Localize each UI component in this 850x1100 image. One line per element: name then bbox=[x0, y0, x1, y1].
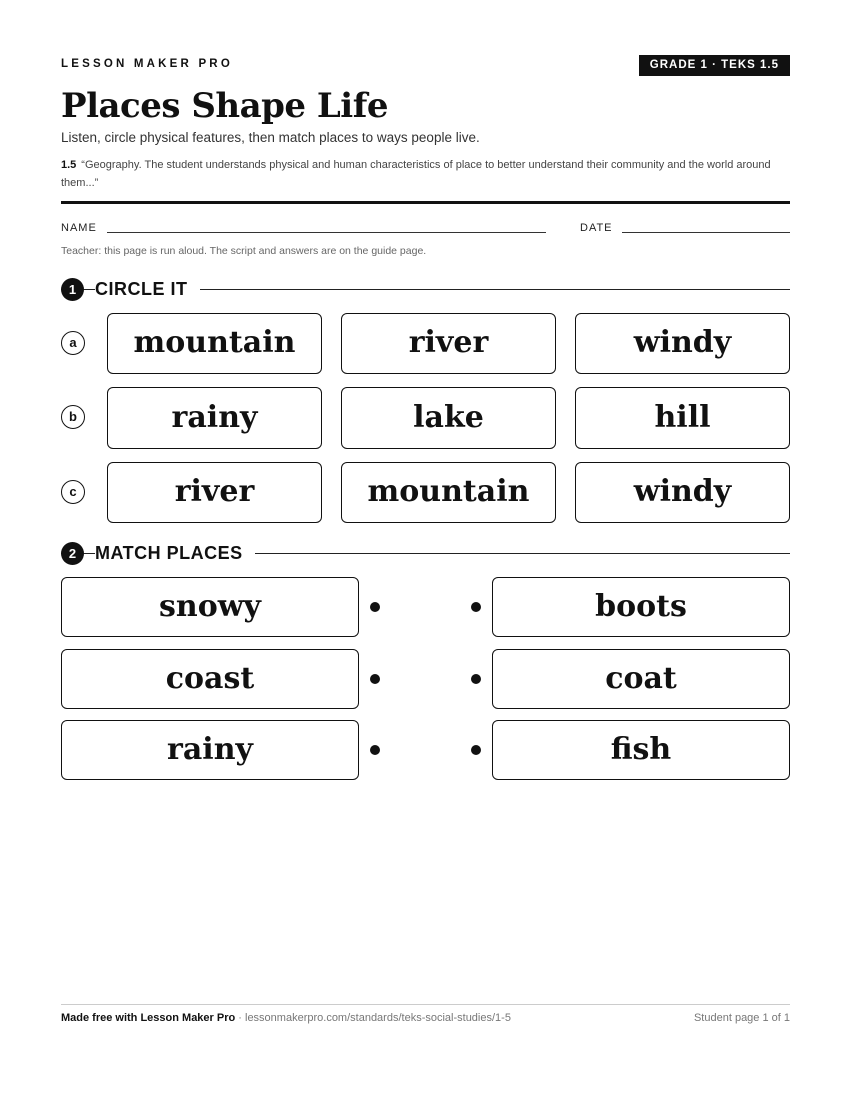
word-card[interactable]: windy bbox=[575, 313, 790, 374]
match-right-card[interactable]: coat bbox=[492, 649, 790, 709]
match-dot-left[interactable] bbox=[370, 602, 380, 612]
brand-name: LESSON MAKER PRO bbox=[61, 58, 233, 70]
word-card[interactable]: hill bbox=[575, 387, 790, 449]
footer-divider bbox=[61, 1004, 790, 1005]
name-field-line[interactable] bbox=[107, 232, 546, 233]
word-card[interactable]: river bbox=[341, 313, 556, 374]
word-card[interactable]: river bbox=[107, 462, 322, 523]
section-circle-it-header bbox=[61, 276, 790, 302]
section-number-badge: 1 bbox=[61, 278, 84, 301]
row-label: c bbox=[61, 480, 85, 504]
match-right-card[interactable]: fish bbox=[492, 720, 790, 780]
page-title: Places Shape Life bbox=[61, 86, 388, 126]
standard-code: 1.5 bbox=[61, 159, 77, 171]
match-right-card[interactable]: boots bbox=[492, 577, 790, 637]
teacher-note: Teacher: this page is run aloud. The script and answers are on the guide page. bbox=[61, 245, 427, 257]
date-label: DATE bbox=[580, 222, 613, 234]
word-card[interactable]: lake bbox=[341, 387, 556, 449]
word-card[interactable]: mountain bbox=[107, 313, 322, 374]
match-dot-left[interactable] bbox=[370, 674, 380, 684]
standard-text: “Geography. The student understands physical and human characteristics of place to better understand their community and the world around them...” bbox=[61, 159, 771, 189]
section-number-badge: 2 bbox=[61, 542, 84, 565]
footer-url[interactable]: lessonmakerpro.com/standards/teks-social-studies/1-5 bbox=[245, 1012, 511, 1024]
footer-separator: · bbox=[235, 1012, 245, 1024]
header-divider bbox=[61, 201, 790, 204]
page-subtitle: Listen, circle physical features, then match places to ways people live. bbox=[61, 130, 480, 145]
section-match-places-header bbox=[61, 540, 790, 566]
word-card[interactable]: windy bbox=[575, 462, 790, 523]
row-label: a bbox=[61, 331, 85, 355]
name-label: NAME bbox=[61, 222, 97, 234]
match-left-card[interactable]: coast bbox=[61, 649, 359, 709]
section-title: MATCH PLACES bbox=[95, 542, 255, 564]
word-card[interactable]: rainy bbox=[107, 387, 322, 449]
date-field-line[interactable] bbox=[622, 232, 790, 233]
match-dot-right[interactable] bbox=[471, 745, 481, 755]
match-dot-right[interactable] bbox=[471, 674, 481, 684]
row-label: b bbox=[61, 405, 85, 429]
name-date-row bbox=[61, 222, 790, 238]
match-left-card[interactable]: snowy bbox=[61, 577, 359, 637]
footer-credit: Made free with Lesson Maker Pro bbox=[61, 1012, 236, 1024]
standard-description bbox=[61, 156, 790, 192]
word-card[interactable]: mountain bbox=[341, 462, 556, 523]
section-title: CIRCLE IT bbox=[95, 278, 200, 300]
grade-badge: GRADE 1 · TEKS 1.5 bbox=[639, 55, 790, 76]
match-dot-right[interactable] bbox=[471, 602, 481, 612]
match-dot-left[interactable] bbox=[370, 745, 380, 755]
footer bbox=[61, 1012, 790, 1024]
footer-page-number: Student page 1 of 1 bbox=[693, 1012, 790, 1024]
match-left-card[interactable]: rainy bbox=[61, 720, 359, 780]
worksheet-page bbox=[61, 0, 790, 1100]
